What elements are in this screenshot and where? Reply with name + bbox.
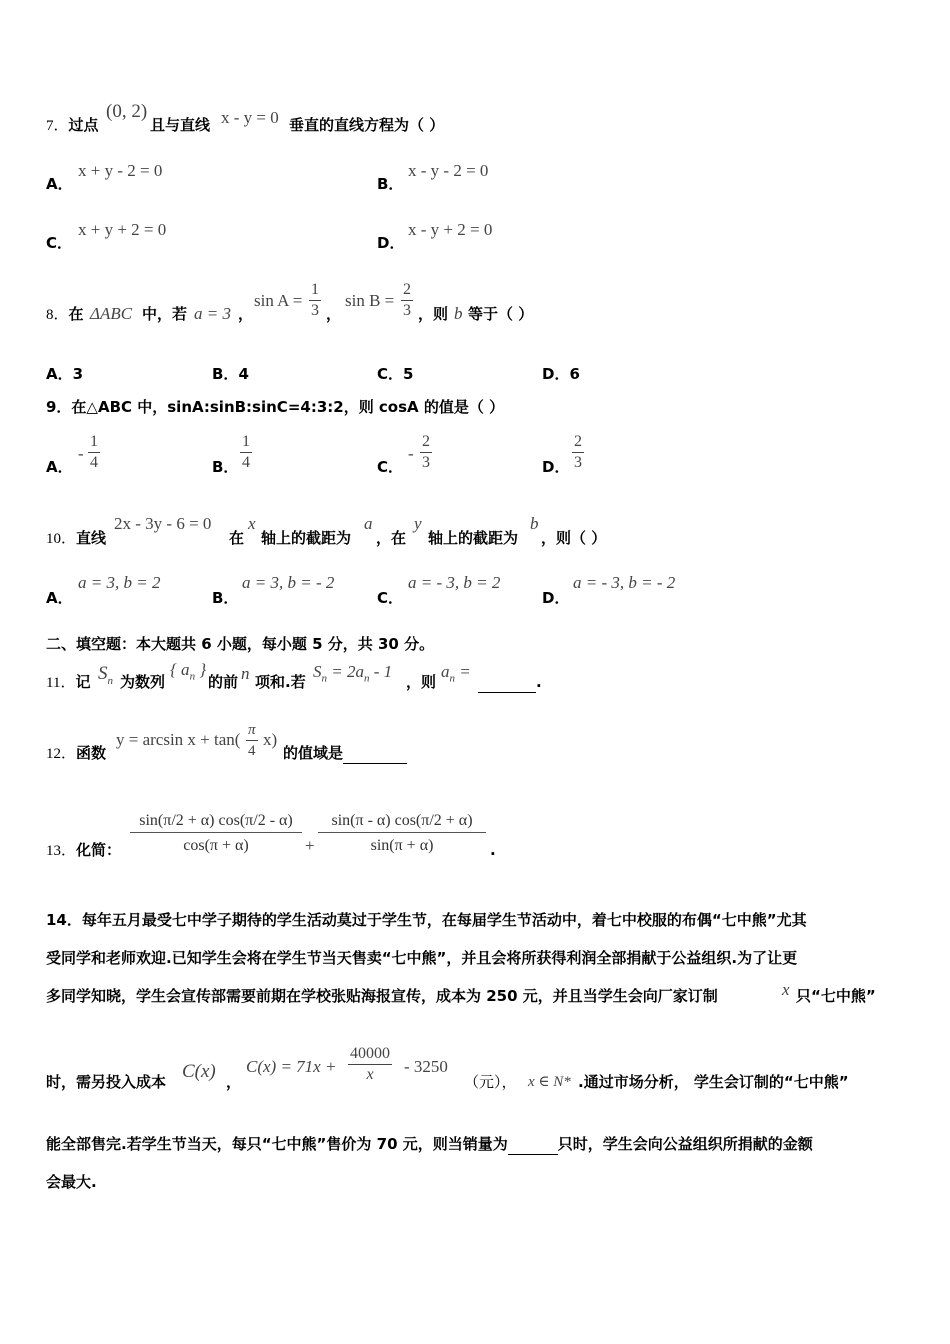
q9-option-c-num: 2: [420, 432, 432, 453]
q10-var-x: x: [248, 514, 256, 533]
q9-option-a-label: A．: [46, 458, 73, 476]
q10-option-d-expr: a = - 3, b = - 2: [573, 573, 676, 592]
q9-option-a-sign: -: [78, 444, 84, 463]
q13-frac1-den: cos(π + α): [183, 837, 249, 854]
q11-text3: 的前: [208, 673, 239, 691]
q11-text2: 为数列: [120, 673, 166, 691]
q9-option-c-label: C．: [377, 458, 404, 476]
q11-cond-end: - 1: [369, 662, 393, 681]
q8-option-c-value: 5: [403, 365, 414, 383]
q9-stem: 9．在△ABC 中，sinA:sinB:sinC=4:3:2，则 cosA 的值是（ ）: [46, 398, 505, 416]
q8-comma1: ，: [238, 305, 254, 323]
q12-func-right: x): [263, 730, 278, 749]
q13-frac1-num: sin(π/2 + α) cos(π/2 - α): [130, 812, 302, 833]
q12-pi-over-4: [246, 720, 258, 761]
q14-line-4b: （元），: [464, 1073, 517, 1091]
q14-line-1: 14．每年五月最受七中学子期待的学生活动莫过于学生节，在每届学生节活动中，着七中校服的布偶“七中熊”尤其: [46, 911, 807, 929]
q11-seq: { a: [170, 660, 190, 679]
q10-text6: ，则（ ）: [541, 529, 607, 547]
q14-line-5b: 只时，学生会向公益组织所捐献的金额: [557, 1135, 813, 1153]
q11-cond: S: [313, 662, 322, 681]
q8-comma2: ，: [326, 305, 342, 323]
q13-fraction-1: [130, 812, 302, 855]
q10-text1: 直线: [76, 529, 107, 547]
q8-text3: ，则: [418, 305, 449, 323]
q8-sinB-fraction: [401, 280, 413, 321]
q13-fraction-2: [318, 812, 486, 855]
q12-four: 4: [248, 743, 256, 759]
q8-option-b-value: 4: [238, 365, 249, 383]
q14-answer-blank[interactable]: [508, 1134, 558, 1155]
q9-option-d-label: D．: [542, 458, 570, 476]
q11-tail: .: [536, 673, 542, 691]
q11-cond-sub: n: [321, 672, 327, 685]
q11-text1: 记: [75, 673, 91, 691]
q8-sinA-fraction: [309, 280, 321, 321]
q8-option-d-value: 6: [569, 365, 580, 383]
q10-text4: ，在: [376, 529, 407, 547]
q10-option-c-expr: a = - 3, b = 2: [408, 573, 501, 592]
q7-option-d-expr: x - y + 2 = 0: [408, 220, 493, 239]
q12-pi: π: [246, 720, 258, 741]
q7-option-b-label: B．: [377, 175, 404, 193]
q11-cond-rest: = 2a: [327, 662, 364, 681]
q11-answer-blank[interactable]: [478, 672, 536, 693]
q10-var-y: y: [414, 514, 422, 533]
q12-number: 12．: [46, 746, 77, 762]
q14-var-x: x: [782, 980, 790, 999]
q14-line-4a: 时，需另投入成本: [46, 1073, 167, 1091]
q7-option-c-label: C．: [46, 234, 73, 252]
q14-line-5a: 能全部售完.若学生节当天，每只“七中熊”售价为 70 元，则当销量为: [46, 1135, 508, 1153]
q7-point: (0, 2): [106, 101, 148, 122]
q9-option-d-den: 3: [574, 454, 582, 471]
q9-option-c-den: 3: [422, 454, 430, 471]
q10-option-c-label: C．: [377, 589, 404, 607]
q8-text2: 中，若: [142, 305, 188, 323]
q12-text1: 函数: [76, 744, 107, 762]
q7-option-b-expr: x - y - 2 = 0: [408, 161, 489, 180]
q9-option-d-fraction: [572, 432, 584, 473]
q13-text1: 化简：: [76, 841, 122, 859]
q9-option-c-sign: -: [408, 444, 414, 463]
q7-text1: 过点: [68, 116, 99, 134]
q7-number: 7．: [46, 118, 69, 134]
q9-option-c-fraction: [420, 432, 432, 473]
q14-line-6: 会最大.: [46, 1173, 97, 1191]
q14-domain: x ∈ N*: [528, 1074, 571, 1090]
q11-number: 11．: [46, 675, 76, 691]
q8-var-b: b: [454, 304, 463, 323]
q13-frac2-num: sin(π - α) cos(π/2 + α): [318, 812, 486, 833]
q8-sinB-den: 3: [403, 302, 411, 319]
q14-cost-symbol: C(x): [182, 1061, 216, 1082]
q10-option-d-label: D．: [542, 589, 570, 607]
q11-an-sub: n: [449, 672, 455, 685]
q9-option-b-label: B．: [212, 458, 239, 476]
q9-option-b-fraction: [240, 432, 252, 473]
q11-var-n: n: [241, 664, 250, 683]
q11-text5: ，则: [406, 673, 437, 691]
q14-formula-right: - 3250: [404, 1057, 448, 1076]
q9-option-a-num: 1: [88, 432, 100, 453]
q9-option-b-num: 1: [240, 432, 252, 453]
q8-cond-a: a = 3: [194, 304, 231, 323]
q7-option-d-label: D．: [377, 234, 405, 252]
q10-text2: 在: [229, 529, 245, 547]
q7-text3: 垂直的直线方程为（ ）: [289, 116, 445, 134]
q10-line: 2x - 3y - 6 = 0: [114, 514, 212, 533]
q10-option-b-expr: a = 3, b = - 2: [242, 573, 335, 592]
q13-period: .: [490, 841, 496, 859]
q14-formula-fraction: [348, 1044, 392, 1085]
q8-option-b-label: B．: [212, 365, 239, 383]
q8-sinB-num: 2: [401, 280, 413, 301]
q14-formula-num: 40000: [348, 1044, 392, 1065]
q14-line-3a: 多同学知晓，学生会宣传部需要前期在学校张贴海报宣传，成本为 250 元，并且当学生会向厂家订制: [46, 987, 718, 1005]
q14-formula-den: x: [366, 1066, 374, 1083]
q11-Sn-sub: n: [107, 674, 113, 687]
q10-var-a: a: [364, 514, 373, 533]
q7-text2: 且与直线: [150, 116, 211, 134]
q10-var-b: b: [530, 514, 539, 533]
q8-option-d-label: D．: [542, 365, 570, 383]
q10-number: 10．: [46, 531, 77, 547]
q13-plus: +: [305, 836, 315, 855]
q12-func-left: y = arcsin x + tan(: [116, 730, 241, 749]
q10-option-b-label: B．: [212, 589, 239, 607]
q11-an: a: [441, 662, 450, 681]
q10-option-a-expr: a = 3, b = 2: [78, 573, 161, 592]
q8-option-a-value: 3: [72, 365, 84, 383]
q9-option-a-den: 4: [90, 454, 98, 471]
q11-an-eq: =: [455, 662, 471, 681]
q7-option-a-expr: x + y - 2 = 0: [78, 161, 163, 180]
q9-option-d-num: 2: [572, 432, 584, 453]
q8-option-c-label: C．: [377, 365, 404, 383]
q14-line-2: 受同学和老师欢迎.已知学生会将在学生节当天售卖“七中熊”，并且会将所获得利润全部捐献于公益组织.为了让更: [46, 949, 798, 967]
q11-text4: 项和.若: [255, 673, 306, 691]
q13-frac2-den: sin(π + α): [370, 837, 434, 854]
q9-option-b-den: 4: [242, 454, 250, 471]
q8-sinA-den: 3: [311, 302, 319, 319]
q10-text3: 轴上的截距为: [261, 529, 352, 547]
q12-text2: 的值域是: [283, 744, 344, 762]
q14-line-4c: .通过市场分析， 学生会订制的“七中熊”: [578, 1073, 849, 1091]
q14-line-3b: 只“七中熊”: [796, 987, 876, 1005]
q8-sinA-num: 1: [309, 280, 321, 301]
q8-text4: 等于（ ）: [468, 305, 534, 323]
q9-option-a-fraction: [88, 432, 100, 473]
q11-seq-end: }: [195, 660, 207, 679]
q8-text1: 在: [68, 305, 84, 323]
q8-option-a-label: A．: [46, 365, 73, 383]
q8-triangle: ΔABC: [90, 304, 133, 323]
q14-line-4-comma: ，: [226, 1073, 242, 1091]
q8-sinB: sin B =: [345, 291, 395, 310]
q8-number: 8．: [46, 307, 69, 323]
q11-seq-sub: n: [189, 670, 196, 683]
q11-Sn: S: [98, 663, 108, 684]
q13-number: 13．: [46, 843, 77, 859]
q10-option-a-label: A．: [46, 589, 73, 607]
q12-answer-blank[interactable]: [343, 743, 407, 764]
q11-cond-sub2: n: [363, 672, 370, 685]
q8-sinA: sin A =: [254, 291, 303, 310]
q14-formula-left: C(x) = 71x +: [246, 1057, 337, 1076]
q7-option-c-expr: x + y + 2 = 0: [78, 220, 167, 239]
q10-text5: 轴上的截距为: [428, 529, 519, 547]
q7-line: x - y = 0: [221, 108, 279, 127]
section-2-heading: 二、填空题：本大题共 6 小题，每小题 5 分，共 30 分。: [46, 635, 435, 653]
q7-option-a-label: A．: [46, 175, 73, 193]
